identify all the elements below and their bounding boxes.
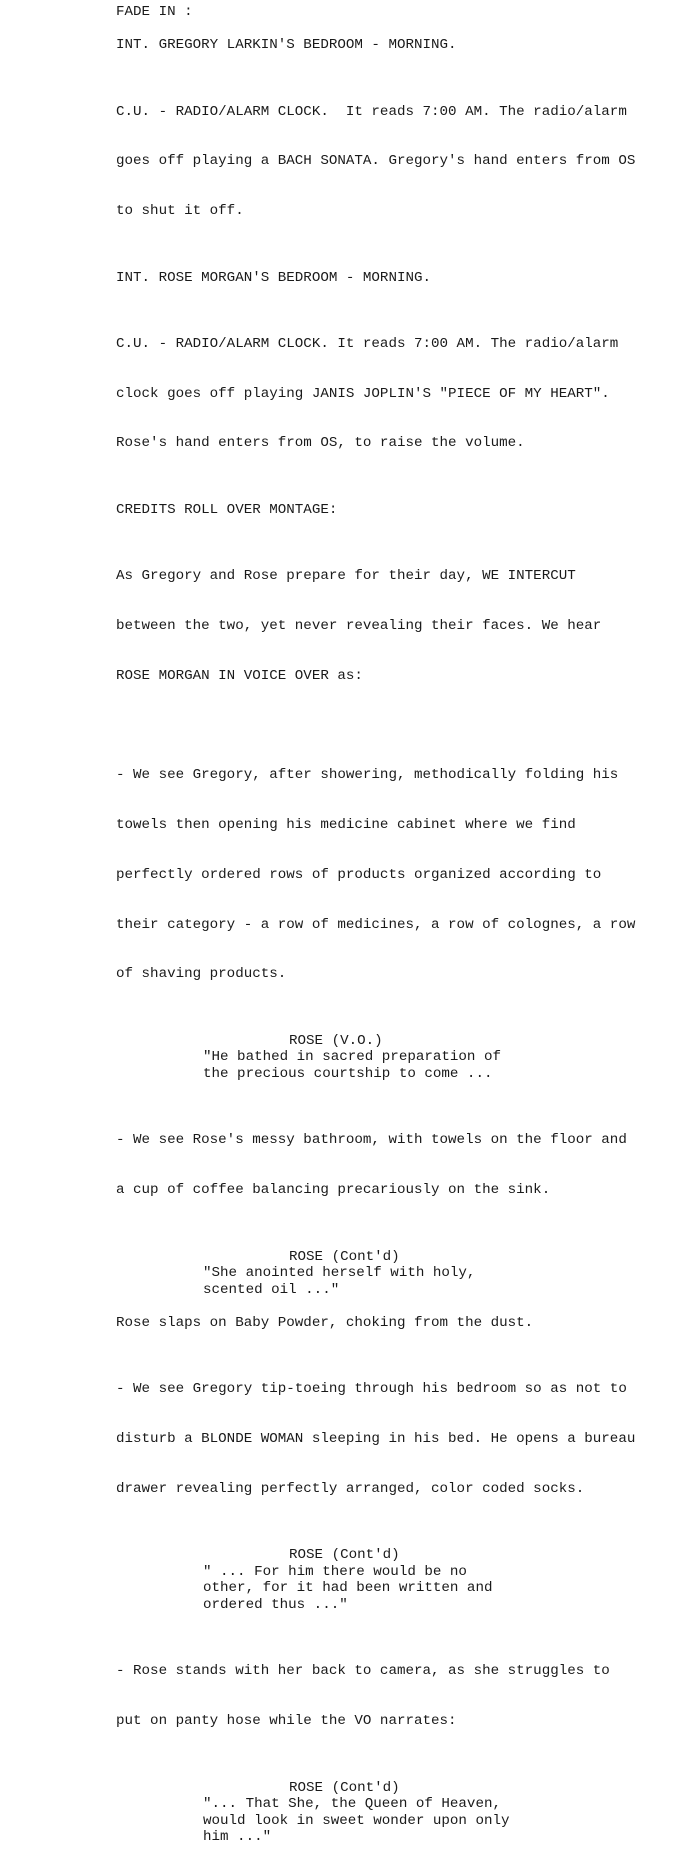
line: a cup of coffee balancing precariously on the sink. <box>116 1182 551 1199</box>
action-block <box>116 1630 676 1763</box>
line: C.U. - RADIO/ALARM CLOCK. It reads 7:00 AM. The radio/alarm <box>116 103 627 120</box>
dialogue-line: " ... For him there would be no <box>203 1563 467 1580</box>
line: between the two, yet never revealing their faces. We hear <box>116 617 602 634</box>
dialogue-block <box>116 1033 676 1083</box>
line: ROSE MORGAN IN VOICE OVER as: <box>116 667 363 684</box>
line: goes off playing a BACH SONATA. Gregory's hand enters from OS <box>116 153 636 170</box>
line: Rose's hand enters from OS, to raise the volume. <box>116 435 525 452</box>
action-block <box>116 1099 676 1232</box>
line: INT. GREGORY LARKIN'S BEDROOM - MORNING. <box>116 37 457 54</box>
character-name: ROSE (V.O.) <box>289 1032 383 1049</box>
line: As Gregory and Rose prepare for their day, WE INTERCUT <box>116 568 576 585</box>
action-block <box>116 70 676 253</box>
line: clock goes off playing JANIS JOPLIN'S "PIECE OF MY HEART". <box>116 385 610 402</box>
action-block <box>116 734 676 1016</box>
line: C.U. - RADIO/ALARM CLOCK. It reads 7:00 AM. The radio/alarm <box>116 335 619 352</box>
line: perfectly ordered rows of products organized according to <box>116 866 602 883</box>
line: - We see Rose's messy bathroom, with towels on the floor and <box>116 1132 627 1149</box>
dialogue-line: ordered thus ..." <box>203 1597 348 1613</box>
line: their category - a row of medicines, a row of colognes, a row <box>116 916 636 933</box>
line: put on panty hose while the VO narrates: <box>116 1713 457 1730</box>
dialogue-line: scented oil ..." <box>203 1281 340 1298</box>
line: CREDITS ROLL OVER MONTAGE: <box>116 501 338 518</box>
dialogue-line: "... That She, the Queen of Heaven, <box>203 1796 501 1813</box>
character-name: ROSE (Cont'd) <box>289 1779 400 1796</box>
line: towels then opening his medicine cabinet where we find <box>116 817 576 834</box>
action-block <box>116 502 676 519</box>
dialogue-line: him ..." <box>203 1829 272 1846</box>
line: - We see Gregory tip-toeing through his bedroom so as not to <box>116 1381 627 1398</box>
action-block <box>116 535 676 718</box>
dialogue-block <box>116 1249 676 1299</box>
dialogue-line: the precious courtship to come ... <box>203 1066 493 1082</box>
dialogue-block <box>116 1547 676 1613</box>
line: INT. ROSE MORGAN'S BEDROOM - MORNING. <box>116 269 432 286</box>
line: - We see Gregory, after showering, methodically folding his <box>116 767 619 784</box>
dialogue-block <box>116 1780 676 1846</box>
line: of shaving products. <box>116 966 287 983</box>
line: disturb a BLONDE WOMAN sleeping in his bed. He opens a bureau <box>116 1431 636 1448</box>
action-block <box>116 303 676 486</box>
action-block <box>116 1348 676 1531</box>
character-name: ROSE (Cont'd) <box>289 1547 400 1564</box>
dialogue-line: other, for it had been written and <box>203 1580 493 1597</box>
line: to shut it off. <box>116 203 244 220</box>
dialogue-line: would look in sweet wonder upon only <box>203 1812 510 1829</box>
scene-heading <box>116 270 676 287</box>
dialogue-line: "He bathed in sacred preparation of <box>203 1049 501 1066</box>
line: Rose slaps on Baby Powder, choking from the dust. <box>116 1314 534 1331</box>
transition-fade-in <box>116 4 676 21</box>
line: FADE IN : <box>116 4 193 20</box>
line: - Rose stands with her back to camera, as she struggles to <box>116 1663 610 1680</box>
character-name: ROSE (Cont'd) <box>289 1248 400 1265</box>
screenplay-page <box>116 4 676 1863</box>
dialogue-line: "She anointed herself with holy, <box>203 1265 476 1282</box>
line: drawer revealing perfectly arranged, color coded socks. <box>116 1480 585 1497</box>
scene-heading <box>116 37 676 54</box>
action-block <box>116 1315 676 1332</box>
